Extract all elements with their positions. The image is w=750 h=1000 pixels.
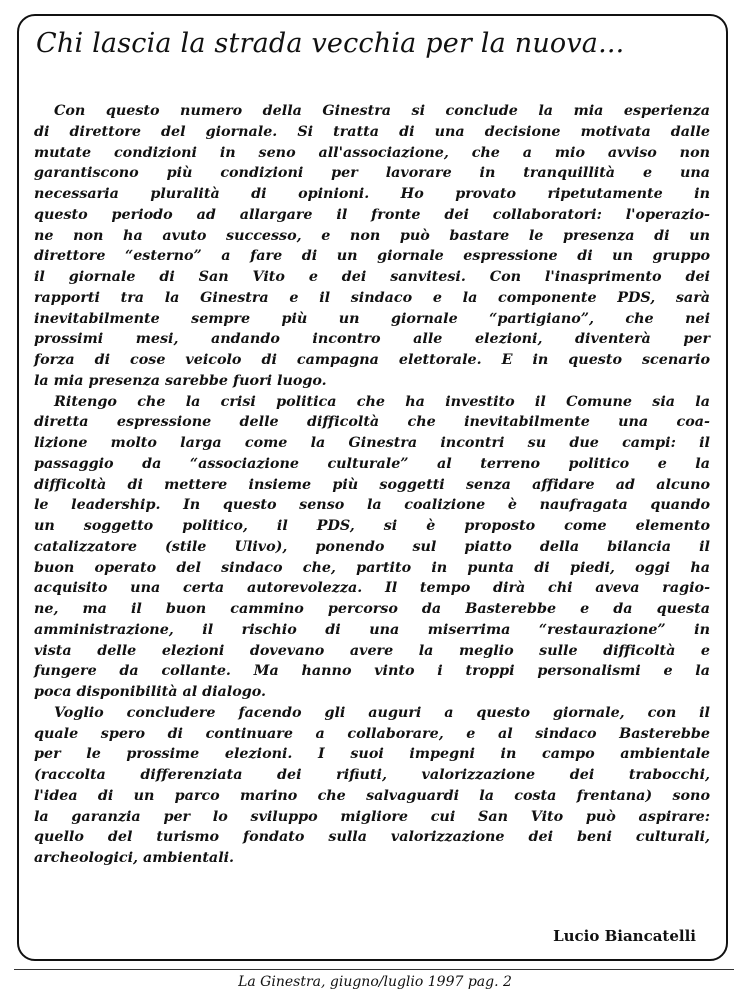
paragraph-line: Con questo numero della Ginestra si conclude la mia esperienza (54, 103, 710, 119)
paragraph-line: quello del turismo fondato sulla valorizzazione dei beni culturali, (34, 829, 710, 846)
paragraph-line: rapporti tra la Ginestra e il sindaco e la componente PDS, sarà (34, 289, 710, 306)
paragraph-3 (34, 703, 710, 869)
paragraph-line: necessaria pluralità di opinioni. Ho provato ripetutamente in (34, 186, 710, 202)
paragraph-line: le leadership. In questo senso la coalizione è naufragata quando (34, 497, 710, 514)
paragraph-line: buon operato del sindaco che, partito in punta di piedi, oggi ha (34, 559, 710, 576)
paragraph-1 (34, 101, 710, 392)
paragraph-line: archeologici, ambientali. (34, 850, 235, 866)
paragraph-2 (34, 392, 710, 703)
paragraph-line: quale spero di continuare a collaborare, e al sindaco Basterebbe (34, 725, 710, 742)
paragraph-line: direttore “esterno” a fare di un giornale espressione di un gruppo (34, 248, 710, 265)
footer-divider (14, 969, 734, 970)
paragraph-line: inevitabilmente sempre più un giornale “partigiano”, che nei (34, 310, 710, 327)
paragraph-line: questo periodo ad allargare il fronte dei collaboratori: l'operazio- (34, 206, 710, 223)
author-signature: Lucio Biancatelli (553, 927, 696, 945)
paragraph-line: acquisito una certa autorevolezza. Il tempo dirà chi aveva ragio- (34, 580, 710, 597)
paragraph-line: diretta espressione delle difficoltà che inevitabilmente una coa- (34, 414, 710, 431)
article-title: Chi lascia la strada vecchia per la nuova... (36, 28, 625, 59)
paragraph-line: l'idea di un parco marino che salvaguardi la costa frentana) sono (34, 787, 710, 804)
page-footer: La Ginestra, giugno/luglio 1997 pag. 2 (238, 974, 512, 990)
paragraph-line: catalizzatore (stile Ulivo), ponendo sul piatto della bilancia il (34, 538, 710, 555)
paragraph-line: garantiscono più condizioni per lavorare in tranquillità e una (34, 165, 710, 182)
paragraph-line: forza di cose veicolo di campagna elettorale. E in questo scenario (34, 352, 710, 368)
paragraph-line: Ritengo che la crisi politica che ha investito il Comune sia la (54, 393, 710, 410)
paragraph-line: di direttore del giornale. Si tratta di una decisione motivata dalle (34, 123, 710, 140)
paragraph-line: vista delle elezioni dovevano avere la meglio sulle difficoltà e (34, 642, 710, 659)
paragraph-line: fungere da collante. Ma hanno vinto i troppi personalismi e la (34, 663, 710, 680)
paragraph-line: (raccolta differenziata dei rifiuti, valorizzazione dei trabocchi, (34, 767, 710, 783)
paragraph-line: un soggetto politico, il PDS, si è proposto come elemento (34, 518, 710, 534)
paragraph-line: la mia presenza sarebbe fuori luogo. (34, 372, 327, 389)
paragraph-line: Voglio concludere facendo gli auguri a questo giornale, con il (54, 704, 710, 721)
paragraph-line: amministrazione, il rischio di una miserrima “restaurazione” in (34, 621, 710, 638)
paragraph-line: poca disponibilità al dialogo. (34, 684, 267, 700)
paragraph-line: lizione molto larga come la Ginestra incontri su due campi: il (34, 435, 710, 451)
paragraph-line: la garanzia per lo sviluppo migliore cui San Vito può aspirare: (34, 808, 710, 825)
paragraph-line: difficoltà di mettere insieme più soggetti senza affidare ad alcuno (34, 476, 710, 493)
paragraph-line: mutate condizioni in seno all'associazione, che a mio avviso non (34, 144, 710, 161)
article-body (34, 101, 710, 869)
paragraph-line: ne non ha avuto successo, e non può bastare le presenza di un (34, 227, 710, 244)
paragraph-line: ne, ma il buon cammino percorso da Basterebbe e da questa (34, 601, 710, 617)
paragraph-line: passaggio da “associazione culturale” al terreno politico e la (34, 455, 710, 472)
paragraph-line: per le prossime elezioni. I suoi impegni in campo ambientale (34, 746, 710, 763)
paragraph-line: prossimi mesi, andando incontro alle elezioni, diventerà per (34, 331, 710, 348)
paragraph-line: il giornale di San Vito e dei sanvitesi. Con l'inasprimento dei (34, 269, 710, 285)
